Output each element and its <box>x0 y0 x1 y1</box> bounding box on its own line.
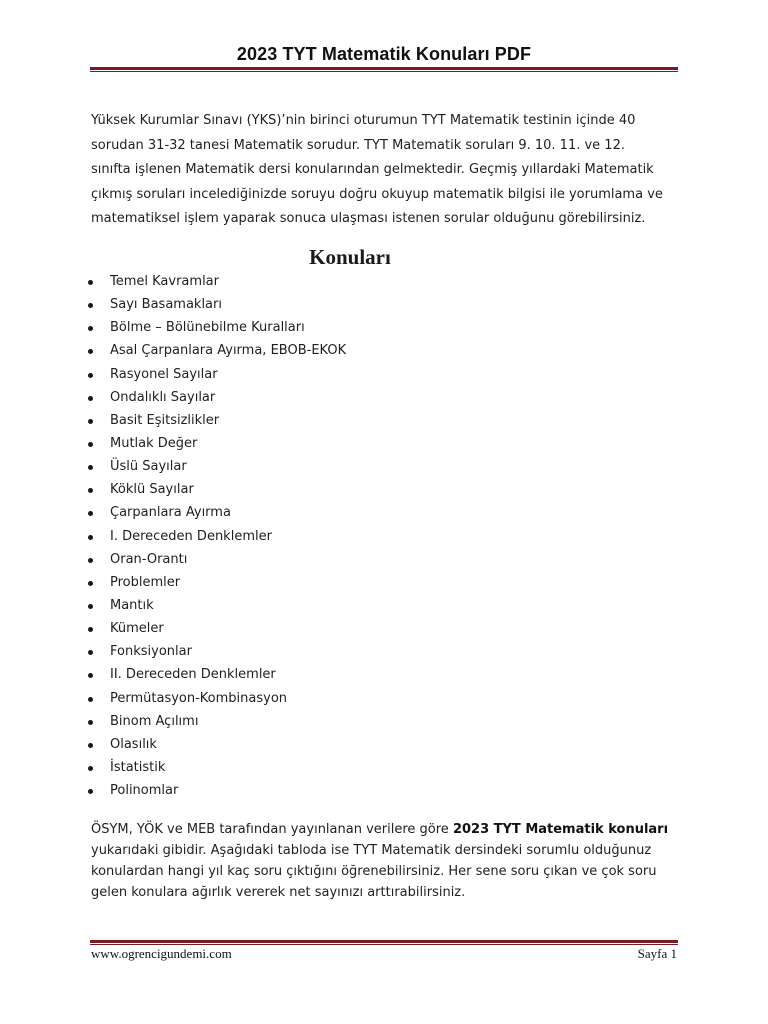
topic-label: I. Dereceden Denklemler <box>110 528 272 544</box>
bullet-icon <box>88 581 93 586</box>
bullet-icon <box>88 280 93 285</box>
bullet-icon <box>88 627 93 632</box>
bullet-icon <box>88 535 93 540</box>
topic-label: Çarpanlara Ayırma <box>110 505 231 521</box>
bullet-icon <box>88 604 93 609</box>
topic-label: Kümeler <box>110 621 164 637</box>
outro-lead: ÖSYM, YÖK ve MEB tarafından yayınlanan verilere göre <box>91 822 453 837</box>
topic-label: Basit Eşitsizlikler <box>110 412 220 428</box>
intro-paragraph: Yüksek Kurumlar Sınavı (YKS)’nin birinci oturumun TYT Matematik testinin içinde 40 sorudan 31-32 tanesi Matematik sorudur. TYT Matematik soruları 9. 10. 11. ve 12. sınıfta işlenen Matematik dersi konularından gelmektedir. Geçmiş yıllardaki Matematik çıkmış soruları incelediğinizde soruyu doğru okuyup matematik bilgisi ile yorumlama ve matematiksel işlem yaparak sonuca ulaşması istenen sorular olduğunu görebilirsiniz. <box>91 113 663 226</box>
bullet-icon <box>88 697 93 702</box>
topic-label: İstatistik <box>110 759 166 775</box>
topic-label: Rasyonel Sayılar <box>110 366 218 382</box>
topic-label: Fonksiyonlar <box>110 644 192 660</box>
topic-label: Mutlak Değer <box>110 435 198 451</box>
bullet-icon <box>88 419 93 424</box>
bullet-icon <box>88 511 93 516</box>
topic-label: Olasılık <box>110 736 157 752</box>
topic-label: Temel Kavramlar <box>110 274 219 289</box>
topic-label: Problemler <box>110 574 181 590</box>
bullet-icon <box>88 303 93 308</box>
bullet-icon <box>88 558 93 563</box>
footer-divider <box>90 940 678 945</box>
footer-website: www.ogrencigundemi.com <box>91 946 232 961</box>
topic-label: Köklü Sayılar <box>110 482 194 498</box>
topic-label: Ondalıklı Sayılar <box>110 389 216 405</box>
bullet-icon <box>88 373 93 378</box>
topic-label: Asal Çarpanlara Ayırma, EBOB-EKOK <box>110 343 347 359</box>
outro-rest: yukarıdaki gibidir. Aşağıdaki tabloda ise TYT Matematik dersindeki sorumlu olduğunuz konulardan hangi yıl kaç soru çıktığını öğrenebilirsiniz. Her sene soru çıkan ve çok soru gelen konulara ağırlık vererek net sayınızı arttırabilirsiniz. <box>91 843 657 900</box>
header-divider <box>90 67 678 72</box>
bullet-icon <box>88 673 93 678</box>
bullet-icon <box>88 650 93 655</box>
bullet-icon <box>88 326 93 331</box>
topic-label: Bölme – Bölünebilme Kuralları <box>110 320 305 336</box>
bullet-icon <box>88 766 93 771</box>
bullet-icon <box>88 442 93 447</box>
bullet-icon <box>88 465 93 470</box>
bullet-icon <box>88 349 93 354</box>
topic-label: Binom Açılımı <box>110 713 199 729</box>
topic-label: Mantık <box>110 597 154 613</box>
footer-page-number: Sayfa 1 <box>637 946 677 961</box>
bullet-icon <box>88 789 93 794</box>
bullet-icon <box>88 396 93 401</box>
topic-label: Permütasyon-Kombinasyon <box>110 690 288 706</box>
page-title: 2023 TYT Matematik Konuları PDF <box>236 44 532 64</box>
bullet-icon <box>88 743 93 748</box>
topic-label: Sayı Basamakları <box>110 297 222 313</box>
outro-bold-phrase: 2023 TYT Matematik konuları <box>452 822 669 837</box>
topic-label: II. Dereceden Denklemler <box>110 667 276 683</box>
topic-label: Üslü Sayılar <box>110 459 187 475</box>
outro-paragraph <box>91 819 681 903</box>
topic-label: Polinomlar <box>110 783 179 799</box>
bullet-icon <box>88 720 93 725</box>
section-heading: Konuları <box>309 245 391 269</box>
bullet-icon <box>88 488 93 493</box>
topic-label: Oran-Orantı <box>110 551 188 567</box>
